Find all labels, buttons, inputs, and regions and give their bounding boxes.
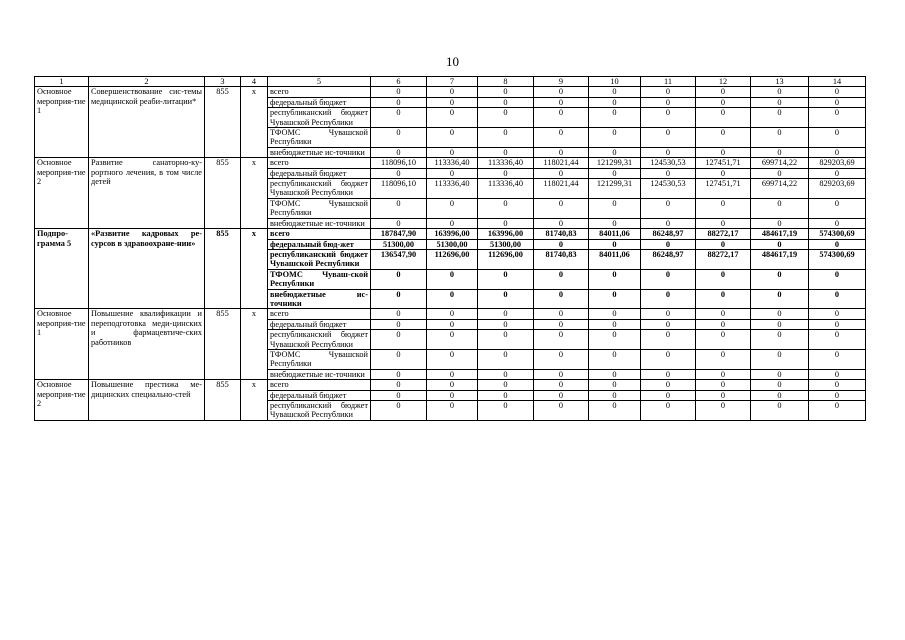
amount-cell: 0 [589, 289, 641, 309]
amount-cell: 0 [751, 108, 809, 128]
budget-table [34, 76, 866, 421]
amount-cell: 0 [427, 380, 478, 390]
amount-cell: 0 [696, 369, 751, 379]
amount-cell: 0 [371, 218, 427, 228]
column-number: 12 [696, 77, 751, 87]
amount-cell: 0 [427, 128, 478, 148]
amount-cell: 88272,17 [696, 229, 751, 239]
amount-cell: 0 [809, 330, 866, 350]
amount-cell: 0 [641, 401, 696, 421]
amount-cell: 0 [478, 108, 534, 128]
event-title: Основное мероприя-тие 2 [35, 158, 89, 229]
funding-source: федеральный бюд-жет [268, 239, 371, 249]
amount-cell: 0 [371, 108, 427, 128]
amount-cell: 0 [589, 319, 641, 329]
amount-cell: 0 [751, 401, 809, 421]
amount-cell: 0 [641, 330, 696, 350]
funding-source: внебюджетные ис-точники [268, 369, 371, 379]
column-number: 9 [534, 77, 589, 87]
amount-cell: 0 [589, 369, 641, 379]
amount-cell: 0 [641, 380, 696, 390]
amount-cell: 0 [809, 198, 866, 218]
amount-cell: 0 [696, 218, 751, 228]
amount-cell: 0 [641, 147, 696, 157]
amount-cell: 0 [751, 239, 809, 249]
amount-cell: 0 [751, 147, 809, 157]
amount-cell: 0 [696, 349, 751, 369]
amount-cell: 86248,97 [641, 249, 696, 269]
amount-cell: 0 [696, 239, 751, 249]
amount-cell: 0 [641, 168, 696, 178]
amount-cell: 81740,83 [534, 229, 589, 239]
amount-cell: 574300,69 [809, 229, 866, 239]
amount-cell: 0 [589, 97, 641, 107]
column-number: 3 [205, 77, 241, 87]
amount-cell: 0 [371, 380, 427, 390]
amount-cell: 0 [809, 87, 866, 97]
amount-cell: 0 [478, 218, 534, 228]
amount-cell: 136547,90 [371, 249, 427, 269]
amount-cell: 0 [534, 390, 589, 400]
amount-cell: 0 [371, 289, 427, 309]
amount-cell: 484617,19 [751, 229, 809, 239]
responsible-code: 855 [205, 158, 241, 229]
amount-cell: 0 [427, 330, 478, 350]
funding-source: республиканский бюджет Чувашской Республики [268, 401, 371, 421]
amount-cell: 0 [589, 128, 641, 148]
event-title: Основное мероприя-тие 1 [35, 309, 89, 380]
column-number: 13 [751, 77, 809, 87]
amount-cell: 0 [427, 198, 478, 218]
responsible-code: 855 [205, 380, 241, 421]
amount-cell: 0 [478, 87, 534, 97]
amount-cell: 124530,53 [641, 158, 696, 168]
funding-source: республиканский бюджет Чувашской Республики [268, 179, 371, 199]
amount-cell: 0 [809, 168, 866, 178]
amount-cell: 0 [478, 401, 534, 421]
amount-cell: 0 [534, 401, 589, 421]
event-title: Основное мероприя-тие 2 [35, 380, 89, 421]
funding-source: всего [268, 158, 371, 168]
amount-cell: 0 [696, 108, 751, 128]
funding-source: всего [268, 87, 371, 97]
amount-cell: 0 [534, 289, 589, 309]
amount-cell: 84011,06 [589, 249, 641, 269]
amount-cell: 112696,00 [478, 249, 534, 269]
amount-cell: 0 [641, 128, 696, 148]
amount-cell: 0 [371, 330, 427, 350]
amount-cell: 699714,22 [751, 158, 809, 168]
amount-cell: 0 [371, 309, 427, 319]
amount-cell: 0 [696, 198, 751, 218]
column-number: 1 [35, 77, 89, 87]
amount-cell: 0 [589, 390, 641, 400]
amount-cell: 0 [427, 401, 478, 421]
amount-cell: 127451,71 [696, 158, 751, 168]
amount-cell: 0 [534, 269, 589, 289]
amount-cell: 0 [751, 128, 809, 148]
column-number: 6 [371, 77, 427, 87]
amount-cell: 0 [427, 97, 478, 107]
amount-cell: 0 [641, 319, 696, 329]
amount-cell: 0 [751, 87, 809, 97]
program-name: Повышение престижа ме-дицинских специально-стей [89, 380, 205, 421]
amount-cell: 51300,00 [371, 239, 427, 249]
amount-cell: 0 [427, 289, 478, 309]
amount-cell: 121299,31 [589, 179, 641, 199]
responsible-code: 855 [205, 87, 241, 158]
column-number: 14 [809, 77, 866, 87]
amount-cell: 829203,69 [809, 179, 866, 199]
column-number: 7 [427, 77, 478, 87]
responsible-code: 855 [205, 229, 241, 309]
amount-cell: 0 [371, 128, 427, 148]
amount-cell: 0 [534, 369, 589, 379]
amount-cell: 0 [751, 289, 809, 309]
amount-cell: 0 [589, 198, 641, 218]
amount-cell: 0 [589, 380, 641, 390]
amount-cell: 0 [371, 319, 427, 329]
amount-cell: 0 [696, 168, 751, 178]
amount-cell: 113336,40 [478, 158, 534, 168]
amount-cell: 0 [809, 309, 866, 319]
amount-cell: 0 [809, 390, 866, 400]
column-number: 8 [478, 77, 534, 87]
amount-cell: 0 [427, 269, 478, 289]
funding-source: ТФОМС Чувашской Республики [268, 128, 371, 148]
amount-cell: 0 [371, 198, 427, 218]
amount-cell: 0 [589, 330, 641, 350]
amount-cell: 0 [751, 218, 809, 228]
amount-cell: 0 [534, 87, 589, 97]
column-number: 10 [589, 77, 641, 87]
amount-cell: 0 [371, 349, 427, 369]
amount-cell: 0 [696, 380, 751, 390]
amount-cell: 0 [478, 369, 534, 379]
amount-cell: 0 [427, 108, 478, 128]
amount-cell: 0 [696, 269, 751, 289]
program-name: Развитие санаторно-ку-рортного лечения, в том числе детей [89, 158, 205, 229]
amount-cell: 0 [751, 309, 809, 319]
amount-cell: 0 [641, 369, 696, 379]
amount-cell: 0 [751, 380, 809, 390]
amount-cell: 0 [751, 319, 809, 329]
program-name: «Развитие кадровых ре-сурсов в здравоохране-нии» [89, 229, 205, 309]
funding-source: федеральный бюджет [268, 390, 371, 400]
amount-cell: 0 [371, 168, 427, 178]
amount-cell: 0 [534, 380, 589, 390]
amount-cell: 0 [478, 319, 534, 329]
code-x: x [241, 309, 268, 380]
funding-source: федеральный бюджет [268, 319, 371, 329]
funding-source: ТФОМС Чуваш-ской Республики [268, 269, 371, 289]
code-x: x [241, 380, 268, 421]
amount-cell: 0 [641, 269, 696, 289]
amount-cell: 0 [696, 390, 751, 400]
funding-source: республиканский бюджет Чувашской Республики [268, 108, 371, 128]
column-number-row [35, 77, 866, 87]
funding-source: всего [268, 380, 371, 390]
amount-cell: 0 [589, 401, 641, 421]
amount-cell: 0 [589, 309, 641, 319]
amount-cell: 113336,40 [478, 179, 534, 199]
amount-cell: 0 [427, 390, 478, 400]
code-x: x [241, 229, 268, 309]
amount-cell: 127451,71 [696, 179, 751, 199]
amount-cell: 0 [478, 390, 534, 400]
amount-cell: 81740,83 [534, 249, 589, 269]
amount-cell: 0 [478, 269, 534, 289]
amount-cell: 0 [534, 330, 589, 350]
amount-cell: 0 [589, 87, 641, 97]
funding-source: внебюджетные ис-точники [268, 218, 371, 228]
amount-cell: 0 [534, 218, 589, 228]
amount-cell: 0 [478, 168, 534, 178]
amount-cell: 0 [478, 97, 534, 107]
amount-cell: 0 [641, 289, 696, 309]
amount-cell: 0 [534, 128, 589, 148]
funding-source: внебюджетные ис-точники [268, 147, 371, 157]
amount-cell: 0 [751, 349, 809, 369]
amount-cell: 0 [427, 319, 478, 329]
amount-cell: 574300,69 [809, 249, 866, 269]
funding-source: республиканский бюджет Чувашской Республики [268, 249, 371, 269]
amount-cell: 0 [809, 108, 866, 128]
amount-cell: 0 [751, 390, 809, 400]
amount-cell: 0 [809, 147, 866, 157]
column-number: 5 [268, 77, 371, 87]
amount-cell: 0 [371, 401, 427, 421]
amount-cell: 0 [589, 218, 641, 228]
amount-cell: 0 [427, 309, 478, 319]
funding-source: всего [268, 229, 371, 239]
amount-cell: 0 [809, 401, 866, 421]
amount-cell: 0 [696, 87, 751, 97]
amount-cell: 84011,06 [589, 229, 641, 239]
amount-cell: 0 [478, 349, 534, 369]
table-row [35, 309, 866, 319]
amount-cell: 118021,44 [534, 158, 589, 168]
amount-cell: 0 [696, 330, 751, 350]
amount-cell: 163996,00 [478, 229, 534, 239]
funding-source: федеральный бюджет [268, 97, 371, 107]
amount-cell: 0 [589, 147, 641, 157]
amount-cell: 0 [809, 380, 866, 390]
amount-cell: 0 [534, 319, 589, 329]
amount-cell: 829203,69 [809, 158, 866, 168]
amount-cell: 484617,19 [751, 249, 809, 269]
amount-cell: 0 [751, 330, 809, 350]
amount-cell: 0 [478, 380, 534, 390]
amount-cell: 0 [696, 319, 751, 329]
amount-cell: 0 [809, 319, 866, 329]
column-number: 11 [641, 77, 696, 87]
amount-cell: 0 [589, 168, 641, 178]
amount-cell: 0 [371, 87, 427, 97]
amount-cell: 0 [478, 289, 534, 309]
program-name: Совершенствование сис-темы медицинской реаби-литации* [89, 87, 205, 158]
amount-cell: 0 [589, 349, 641, 369]
funding-source: внебюджетные ис-точники [268, 289, 371, 309]
amount-cell: 0 [751, 97, 809, 107]
amount-cell: 0 [478, 309, 534, 319]
amount-cell: 0 [751, 168, 809, 178]
amount-cell: 0 [641, 218, 696, 228]
event-title: Основное мероприя-тие 1 [35, 87, 89, 158]
amount-cell: 187847,90 [371, 229, 427, 239]
amount-cell: 163996,00 [427, 229, 478, 239]
amount-cell: 0 [641, 97, 696, 107]
funding-source: федеральный бюджет [268, 168, 371, 178]
amount-cell: 86248,97 [641, 229, 696, 239]
amount-cell: 0 [478, 330, 534, 350]
table-row [35, 158, 866, 168]
amount-cell: 118096,10 [371, 158, 427, 168]
amount-cell: 0 [751, 369, 809, 379]
amount-cell: 0 [427, 218, 478, 228]
table-row [35, 87, 866, 97]
code-x: x [241, 87, 268, 158]
column-number: 2 [89, 77, 205, 87]
amount-cell: 51300,00 [427, 239, 478, 249]
amount-cell: 0 [534, 198, 589, 218]
amount-cell: 0 [371, 97, 427, 107]
subprogram-title: Подпро-грамма 5 [35, 229, 89, 309]
amount-cell: 0 [641, 198, 696, 218]
amount-cell: 0 [534, 108, 589, 128]
column-number: 4 [241, 77, 268, 87]
amount-cell: 0 [809, 269, 866, 289]
funding-source: республиканский бюджет Чувашской Республики [268, 330, 371, 350]
amount-cell: 0 [641, 87, 696, 97]
funding-source: ТФОМС Чувашской Республики [268, 198, 371, 218]
amount-cell: 112696,00 [427, 249, 478, 269]
table-row [35, 380, 866, 390]
funding-source: ТФОМС Чувашской Республики [268, 349, 371, 369]
amount-cell: 0 [371, 369, 427, 379]
amount-cell: 118096,10 [371, 179, 427, 199]
amount-cell: 121299,31 [589, 158, 641, 168]
page-number: 10 [446, 54, 459, 69]
amount-cell: 0 [427, 168, 478, 178]
amount-cell: 0 [809, 349, 866, 369]
amount-cell: 0 [696, 128, 751, 148]
amount-cell: 0 [478, 198, 534, 218]
amount-cell: 0 [589, 239, 641, 249]
amount-cell: 0 [809, 369, 866, 379]
amount-cell: 0 [371, 390, 427, 400]
amount-cell: 0 [641, 239, 696, 249]
amount-cell: 0 [534, 239, 589, 249]
amount-cell: 113336,40 [427, 179, 478, 199]
amount-cell: 0 [809, 289, 866, 309]
amount-cell: 0 [641, 108, 696, 128]
program-name: Повышение квалификации и переподготовка меди-цинских и фармацевтиче-ских работников [89, 309, 205, 380]
amount-cell: 0 [696, 97, 751, 107]
amount-cell: 0 [641, 309, 696, 319]
amount-cell: 0 [589, 108, 641, 128]
responsible-code: 855 [205, 309, 241, 380]
code-x: x [241, 158, 268, 229]
amount-cell: 0 [371, 147, 427, 157]
amount-cell: 0 [371, 269, 427, 289]
amount-cell: 0 [696, 289, 751, 309]
amount-cell: 118021,44 [534, 179, 589, 199]
amount-cell: 0 [696, 309, 751, 319]
amount-cell: 0 [809, 128, 866, 148]
amount-cell: 0 [427, 87, 478, 97]
amount-cell: 124530,53 [641, 179, 696, 199]
amount-cell: 88272,17 [696, 249, 751, 269]
amount-cell: 0 [427, 147, 478, 157]
amount-cell: 0 [478, 147, 534, 157]
amount-cell: 113336,40 [427, 158, 478, 168]
amount-cell: 0 [751, 198, 809, 218]
amount-cell: 0 [534, 168, 589, 178]
amount-cell: 0 [534, 309, 589, 319]
amount-cell: 0 [641, 390, 696, 400]
amount-cell: 0 [751, 269, 809, 289]
amount-cell: 0 [809, 239, 866, 249]
amount-cell: 0 [534, 147, 589, 157]
amount-cell: 0 [427, 369, 478, 379]
amount-cell: 0 [696, 147, 751, 157]
amount-cell: 0 [427, 349, 478, 369]
amount-cell: 0 [534, 97, 589, 107]
amount-cell: 0 [696, 401, 751, 421]
funding-source: всего [268, 309, 371, 319]
table-row [35, 229, 866, 239]
amount-cell: 0 [641, 349, 696, 369]
amount-cell: 0 [809, 97, 866, 107]
amount-cell: 0 [809, 218, 866, 228]
amount-cell: 0 [534, 349, 589, 369]
amount-cell: 699714,22 [751, 179, 809, 199]
amount-cell: 0 [478, 128, 534, 148]
amount-cell: 51300,00 [478, 239, 534, 249]
amount-cell: 0 [589, 269, 641, 289]
